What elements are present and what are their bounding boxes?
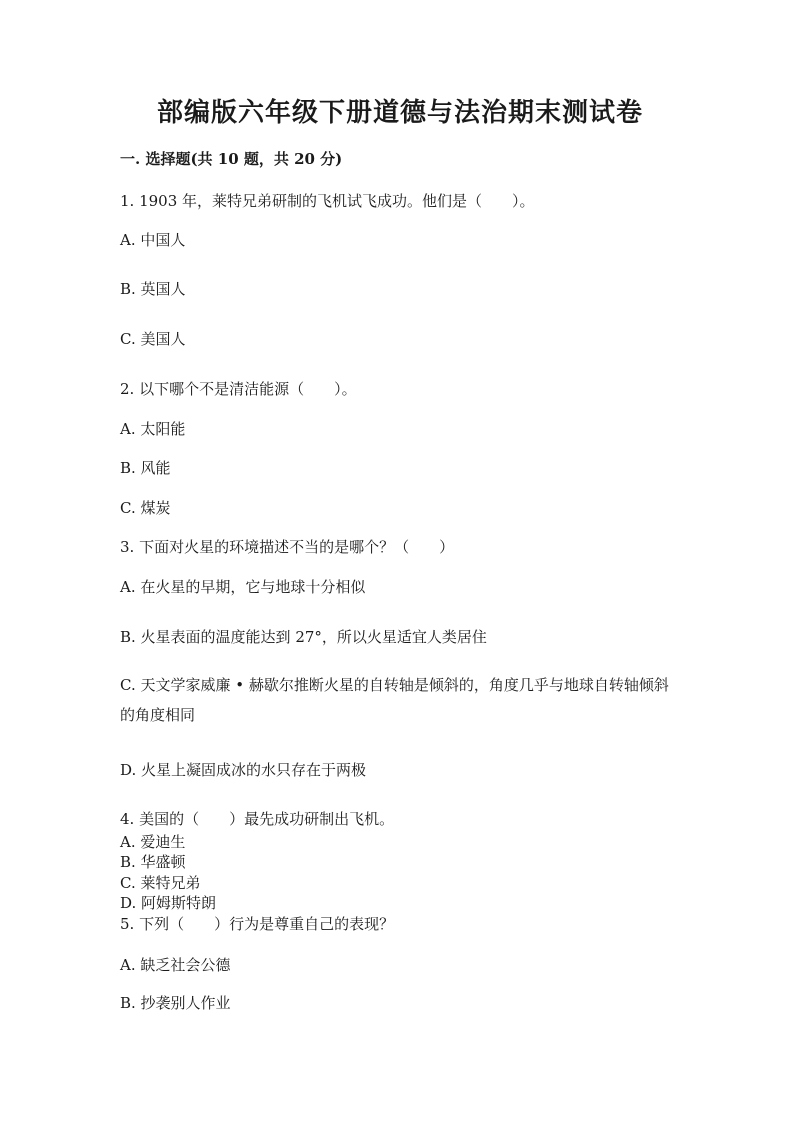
question-4-option-d: D. 阿姆斯特朗 bbox=[120, 894, 217, 912]
question-3-option-c: C. 天文学家威廉 • 赫歇尔推断火星的自转轴是倾斜的，角度几乎与地球自转轴倾斜的角度相同 bbox=[120, 676, 669, 724]
question-3-option-d: D. 火星上凝固成冰的水只存在于两极 bbox=[120, 761, 367, 779]
question-1-option-c: C. 美国人 bbox=[120, 330, 186, 348]
question-5-stem: 5. 下列（ ）行为是尊重自己的表现？ bbox=[120, 915, 395, 933]
question-1-option-b: B. 英国人 bbox=[120, 280, 186, 298]
question-2-option-b: B. 风能 bbox=[120, 459, 171, 477]
question-4-stem: 4. 美国的（ ）最先成功研制出飞机。 bbox=[120, 810, 395, 828]
question-4-option-c: C. 莱特兄弟 bbox=[120, 874, 201, 892]
question-2-option-c: C. 煤炭 bbox=[120, 499, 171, 517]
question-3-stem: 3. 下面对火星的环境描述不当的是哪个？（ ） bbox=[120, 538, 455, 556]
section-heading: 一. 选择题(共 10 题，共 20 分) bbox=[120, 150, 343, 168]
question-4-option-a: A. 爱迪生 bbox=[120, 833, 186, 851]
question-4-option-b: B. 华盛顿 bbox=[120, 853, 186, 871]
question-2-option-a: A. 太阳能 bbox=[120, 420, 186, 438]
question-2-stem: 2. 以下哪个不是清洁能源（ ）。 bbox=[120, 380, 357, 398]
question-3-option-b: B. 火星表面的温度能达到 27°，所以火星适宜人类居住 bbox=[120, 628, 487, 646]
document-title: 部编版六年级下册道德与法治期末测试卷 bbox=[156, 98, 643, 128]
question-5-option-b: B. 抄袭别人作业 bbox=[120, 994, 231, 1012]
question-1-stem: 1. 1903 年，莱特兄弟研制的飞机试飞成功。他们是（ ）。 bbox=[120, 192, 535, 210]
question-3-option-a: A. 在火星的早期，它与地球十分相似 bbox=[120, 578, 366, 596]
question-1-option-a: A. 中国人 bbox=[120, 231, 186, 249]
question-5-option-a: A. 缺乏社会公德 bbox=[120, 956, 231, 974]
